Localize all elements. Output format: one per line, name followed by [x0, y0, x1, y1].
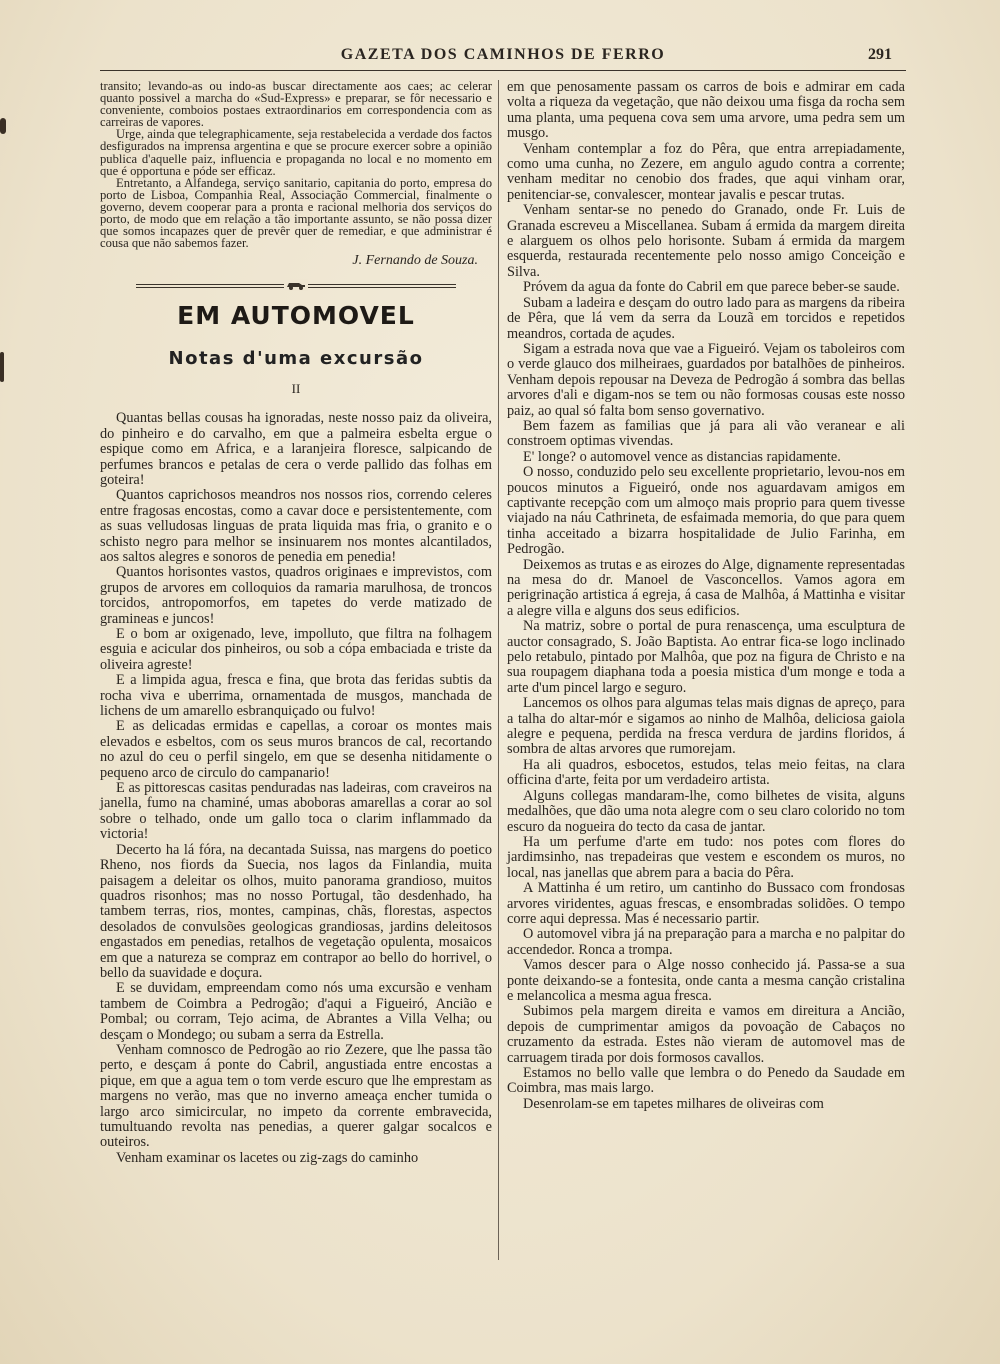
page-edge-tear: [0, 118, 6, 134]
left-column: [100, 80, 492, 1166]
right-column: [507, 80, 905, 1112]
automobile-ornament-icon: [284, 279, 308, 291]
paragraph: Ha ali quadros, esbocetos, estudos, telas meio feitas, na clara officina d'arte, feita por um verdadeiro artista.: [507, 756, 905, 789]
section-divider: [136, 279, 456, 293]
paragraph: em que penosamente passam os carros de bois e admirar em cada volta a riqueza da vegetação, que não deixou uma fisga da rocha sem uma planta, uma pequena cova sem uma arvore, uma pedra sem um musgo.: [507, 79, 905, 142]
paragraph: Quantas bellas cousas ha ignoradas, neste nosso paiz da oliveira, do pinheiro e do carvalho, em que a palmeira esbelta ergue o espique como em Africa, e a laranjeira floresce, salpicando de perfumes brancos e petalas de cera o verde pallido das folhas em goteira!: [100, 410, 492, 488]
paragraph: Venham examinar os lacetes ou zig-zags do caminho: [116, 1149, 419, 1166]
paragraph: Quantos caprichosos meandros nos nossos rios, correndo celeres entre fragosas encostas, como a cavar doce e persistentemente, com as suas velludosas linguas de prata liquida mas fria, o granito e o schisto negro para melhor se insinuarem nos montes alcantilados, aos saltos alegres e sonoros de penedia em penedia!: [100, 487, 492, 565]
paragraph: Urge, ainda que telegraphicamente, seja restabelecida a verdade dos factos desfigurados na imprensa argentina e que se procure exercer sobre a opinião publica d'aquelle paiz, influencia e propaganda no local e no momento em que é opportuna e póde ser efficaz.: [100, 127, 492, 178]
paragraph: E as delicadas ermidas e capellas, a coroar os montes mais elevados e esbeltos, com os seus muros brancos de cal, recortando no azul do ceu o perfil singelo, em que se desenha nitidamente o pequeno arco de circulo do campanario!: [100, 718, 492, 781]
paragraph: Alguns collegas mandaram-lhe, como bilhetes de visita, alguns medalhões, que dão uma nota alegre com o seu claro colorido no tom escuro da nogueira do tecto da casa de jantar.: [507, 787, 905, 835]
paragraph: Vamos descer para o Alge nosso conhecido já. Passa-se a sua ponte deixando-se a fontesita, onde canta a mesma canção cristalina e melancolica a mesma agua fresca.: [507, 957, 905, 1004]
paragraph: E se duvidam, empreendam como nós uma excursão e venham tambem de Coimbra a Pedrogão; d'aqui a Figueiró, Ancião e Pombal; ou corram, Tejo acima, de Abrantes a Villa Velha; ou desçam o Mondego; ou subam a serra da Estrella.: [100, 980, 492, 1043]
paragraph: O automovel vibra já na preparação para a marcha e no palpitar do accendedor. Ronca a trompa.: [507, 926, 905, 958]
paragraph: Quantos horisontes vastos, quadros originaes e imprevistos, com grupos de arvores em colloquios da ramaria marulhosa, de troncos torcidos, antropomorfos, em tapetes do verde matizado de gramineas e juncos!: [100, 564, 492, 627]
previous-article-ending: [100, 80, 492, 249]
paragraph: Decerto ha lá fóra, na decantada Suissa, nas margens do poetico Rheno, nos fiords da Suecia, nos lagos da Finlandia, muita paisagem a deleitar os olhos, muito panorama grandioso, muitos quadros risonhos; mas no nosso Portugal, tão desdenhado, ha tambem terras, rios, montes, campinas, chãs, florestas, aspectos desolados de convulsões geologicas grandiosas, jardins deleitosos engastados em penedias, retalhos de vegetação opulenta, mosaicos em que a natureza se compraz em contrapor ao bello do horrivel, o bello da suavidade e doçura.: [100, 841, 492, 981]
article-body-left: [100, 411, 492, 1166]
author-signature: J. Fernando de Souza.: [352, 253, 478, 269]
part-number: II: [291, 381, 301, 397]
article-headline: EM AUTOMOVEL: [177, 301, 415, 331]
paragraph: Lancemos os olhos para algumas telas mais dignas de apreço, para a talha do altar-mór e sigamos ao ninho de Malhôa, deliciosa gaiola alegre e pequena, perdida na fresca verdura de jardins floridos, á sombra de altas arvores que rumorejam.: [507, 695, 905, 758]
paragraph: Ha um perfume d'arte em tudo: nos potes com flores do jardimsinho, nas trepadeiras que vestem e escondem os muros, no local, nas janellas que abrem para a bacia do Pêra.: [507, 833, 905, 881]
paragraph: Subam a ladeira e desçam do outro lado para as margens da ribeira de Pêra, que lá vem da serra da Louzã em torcidos e repetidos meandros, cortada de açudes.: [507, 294, 905, 342]
paragraph: Na matriz, sobre o portal de pura renascença, uma esculptura de auctor consagrado, S. João Baptista. Ao entrar fica-se logo inclinado pelo retabulo, pintado por Malhôa, que poz na figura de Christo e na sua roupagem diaphana toda a poesia mistica d'um monge e toda a arte d'um pincel largo e seguro.: [507, 618, 905, 696]
paragraph: Subimos pela margem direita e vamos em direitura a Ancião, depois de cumprimentar amigos da povoação de Cabaços no cruzamento da estrada. Estes não vieram de automovel mas de carruagem tirada por dois formosos cavallos.: [507, 1003, 905, 1066]
paragraph: O nosso, conduzido pelo seu excellente proprietario, levou-nos em poucos minutos a Figueiró, onde nos aguardavam amigos em captivante recepção com um almoço mais proprio para quem tivesse viajado na náu Cathrineta, de esfaimada memoria, do que para quem tinha acceitado a bizarra hospitalidade de Julio Farinha, em Pedrogão.: [507, 464, 905, 558]
column-rule: [498, 80, 499, 1260]
paragraph: E a limpida agua, fresca e fina, que brota das feridas subtis da rocha viva e uberrima, ornamentada de musgos, manchada de lichens de um amarello esbranquiçado ou fulvo!: [100, 672, 492, 720]
page-number: 291: [868, 46, 892, 63]
paragraph: transito; levando-as ou indo-as buscar directamente aos caes; ac celerar quanto possivel a marcha do «Sud-Express» e preparar, se fôr necessario e conveniente, comboios postaes extraordinarios em correspondencia com as carreiras de vapores.: [100, 79, 492, 130]
paragraph: Venham sentar-se no penedo do Granado, onde Fr. Luis de Granada escreveu a Miscellanea. Subam á ermida da margem direita e alarguem os olhos pelo horisonte. Subam á ermida da margem esquerda, restaurada recentemente pelo nosso amigo Conceição e Silva.: [507, 202, 905, 280]
paragraph: E as pittorescas casitas penduradas nas ladeiras, com craveiros na janella, fumo na chaminé, umas aboboras amarellas a corar ao sol sobre o telhado, onde um gallo toca o clarim inflammado da victoria!: [100, 780, 492, 843]
paragraph: E o bom ar oxigenado, leve, impolluto, que filtra na folhagem esguia e acicular dos pinheiros, ou sob a cópa embaciada e triste da oliveira agreste!: [100, 626, 492, 673]
paragraph: E' longe? o automovel vence as distancias rapidamente.: [523, 448, 841, 465]
article-subheadline: Notas d'uma excursão: [168, 348, 424, 370]
paragraph: Entretanto, a Alfandega, serviço sanitario, capitania do porto, empresa do porto de Lisboa, Companhia Real, Associação Commercial, finalmente o governo, devem cooperar para a pronta e racional melhoria dos serviços do porto, de modo que em relação a tão importante assunto, se não possa dizer que somos incapazes quer de prevêr quer de remediar, e que administrar é cousa que não sabemos fazer.: [100, 175, 492, 251]
paragraph: Venham contemplar a foz do Pêra, que entra arrepiadamente, como uma cunha, no Zezere, em angulo agudo contra a corrente; venham meditar no cenobio dos frades, que aqui vinham orar, penitenciar-se, convalescer, montear javalis e pescar trutas.: [507, 140, 905, 203]
paragraph: Próvem da agua da fonte do Cabril em que parece beber-se saude.: [523, 279, 900, 296]
paragraph: Estamos no bello valle que lembra o do Penedo da Saudade em Coimbra, mas mais largo.: [507, 1065, 905, 1097]
paragraph: Deixemos as trutas e as eirozes do Alge, dignamente representadas na mesa do dr. Manoel de Vasconcellos. Vamos agora em perigrinação artistica á egreja, á casa de Malhôa, á Mattinha e visitar a alegre villa e alguns dos seus edificios.: [507, 556, 905, 619]
paragraph: Sigam a estrada nova que vae a Figueiró. Vejam os taboleiros com o verde glauco dos milheiraes, guardados por batalhões de pinheiros. Venham depois repousar na Deveza de Pedrogão á sombra das bellas arvores d'ali e digam-nos se tem ou não formosas cousas este nosso paiz, ao qual só falta bom senso governativo.: [507, 340, 905, 419]
paragraph: A Mattinha é um retiro, um cantinho do Bussaco com frondosas arvores viridentes, aguas frescas, e ensombradas solidões. O tempo corre aqui depressa. Mas é necessario partir.: [507, 880, 905, 927]
paragraph: Desenrolam-se em tapetes milhares de oliveiras com: [523, 1095, 824, 1112]
paragraph: Venham comnosco de Pedrogão ao rio Zezere, que lhe passa tão perto, e desçam á ponte do Cabril, angustiada entre encostas a pique, em que a agua tem o tom verde escuro que lhe emprestam as margens no verão, mas que no inverno ameaça encher tumida o largo arco simicircular, no impeto da corrente embravecida, tumultuando revolta nas penedias, a querer galgar socalcos e outeiros.: [100, 1041, 492, 1151]
page-header: [100, 44, 906, 71]
running-title: GAZETA DOS CAMINHOS DE FERRO: [340, 46, 666, 63]
paragraph: Bem fazem as familias que já para ali vão veranear e ali constroem optimas vivendas.: [507, 417, 905, 450]
page-edge-tear: [0, 352, 4, 382]
